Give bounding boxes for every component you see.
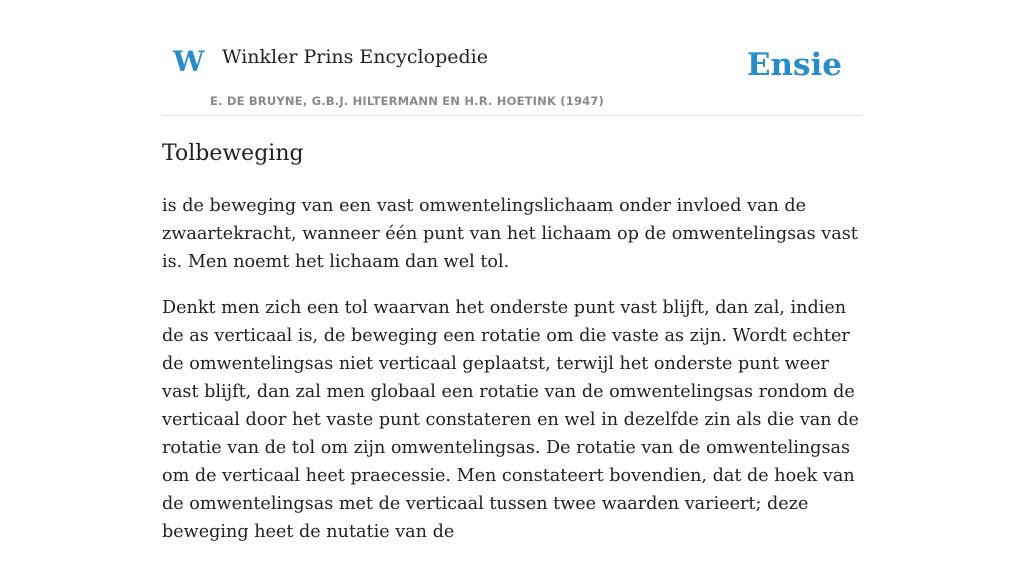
ensie-brand-link[interactable]: Ensie (746, 47, 842, 83)
authors-line: E. DE BRUYNE, G.B.J. HILTERMANN EN H.R. HOETINK (1947) (210, 94, 605, 108)
encyclopedia-logo[interactable]: W (173, 45, 205, 78)
article-paragraph: Denkt men zich een tol waarvan het onderste punt vast blijft, dan zal, indien de as verticaal is, de beweging een rotatie om die vaste as zijn. Wordt echter de omwentelingsas niet verticaal geplaatst, terwijl het onderste punt weer vast blijft, dan zal men globaal een rotatie van de omwentelingsas rondom de verticaal door het vaste punt constateren en wel in dezelfde zin als die van de rotatie van de tol om zijn omwentelingsas. De rotatie van de omwentelingsas om de verticaal heet praecessie. Men constateert bovendien, dat de hoek van de omwentelingsas met de verticaal tussen twee waarden varieert; deze beweging heet de nutatie van de (162, 298, 859, 542)
article-title: Tolbeweging (162, 141, 304, 166)
article-paragraph: is de beweging van een vast omwentelingslichaam onder invloed van de zwaartekracht, wanneer één punt van het lichaam op de omwentelingsas vast is. Men noemt het lichaam dan wel tol. (162, 196, 858, 272)
header (162, 0, 862, 116)
article-body (162, 192, 862, 564)
book-title[interactable]: Winkler Prins Encyclopedie (222, 46, 488, 68)
